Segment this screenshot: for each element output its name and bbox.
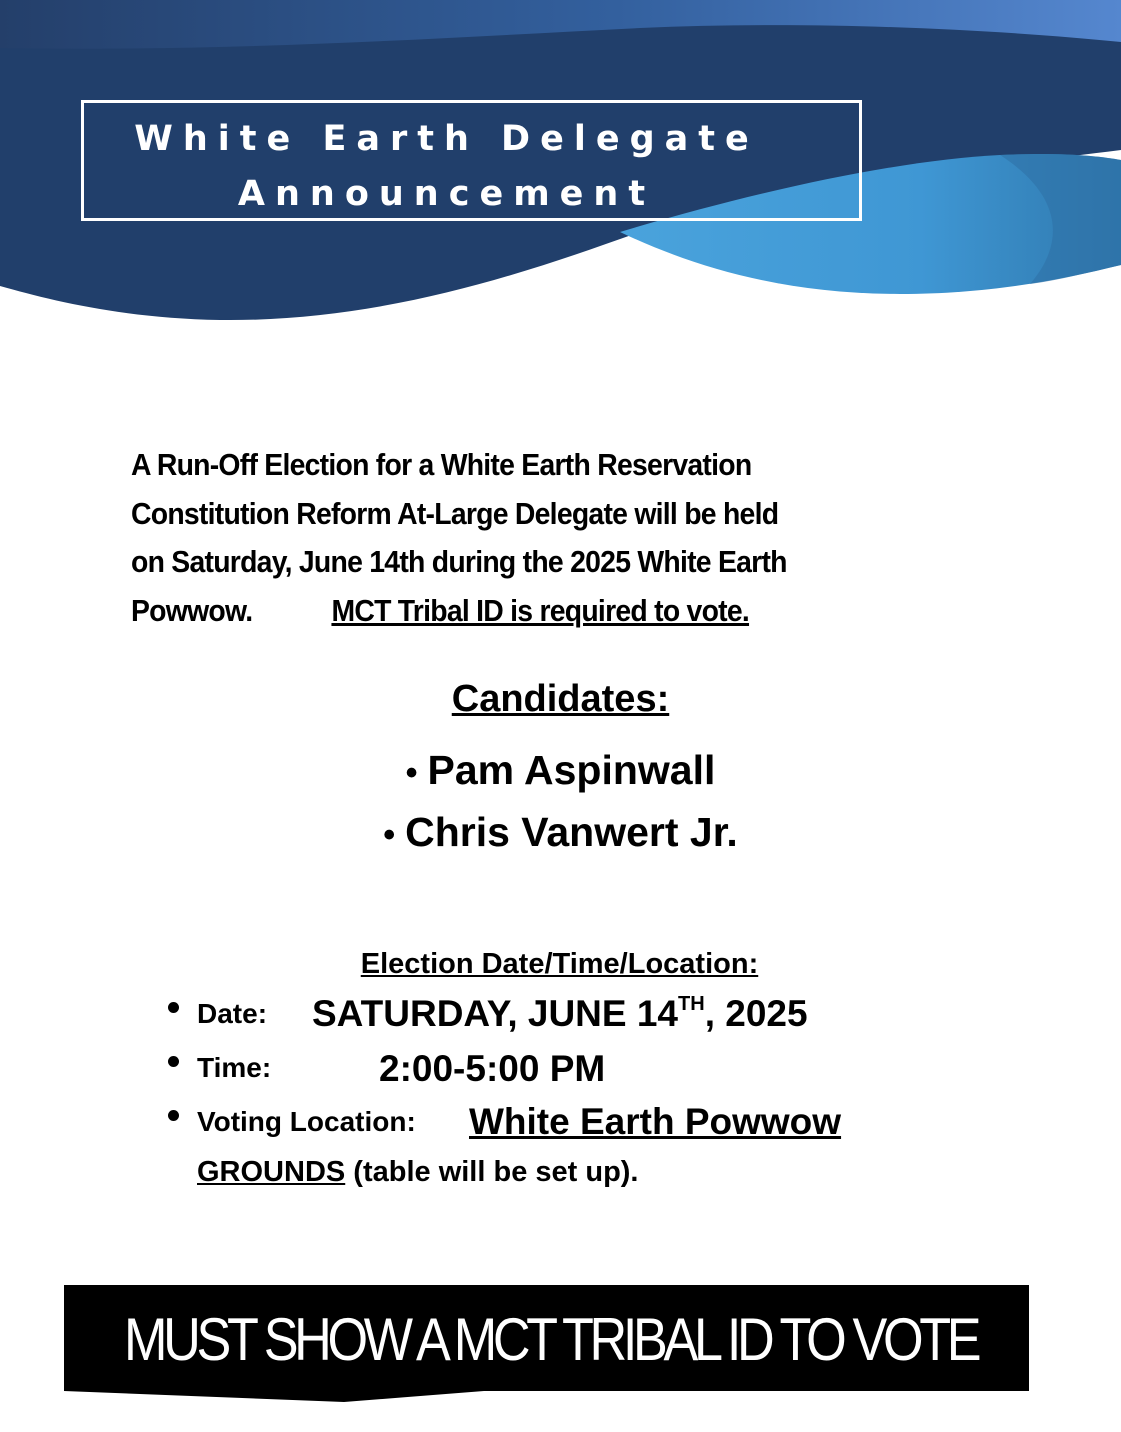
date-ordinal-suffix: TH — [678, 993, 705, 1015]
time-value: 2:00-5:00 PM — [379, 1048, 606, 1089]
title-line-2: Announcement — [237, 174, 656, 214]
bullet-icon — [168, 1110, 179, 1121]
intro-paragraph — [131, 441, 949, 635]
location-value: White Earth Powwow — [469, 1101, 842, 1142]
location-note: (table will be set up). — [345, 1156, 639, 1188]
candidate-item — [0, 801, 1121, 863]
intro-line-3: on Saturday, June 14th during the 2025 White Earth — [131, 545, 787, 579]
candidate-name: Pam Aspinwall — [427, 747, 716, 793]
title-line-1: White Earth Delegate — [134, 119, 759, 159]
location-detail — [197, 1154, 639, 1190]
bullet-icon — [168, 1056, 179, 1067]
election-details-heading — [0, 944, 1121, 984]
date-value — [312, 992, 808, 1036]
intro-line-1: A Run-Off Election for a White Earth Reservation — [131, 448, 752, 482]
title-box — [81, 100, 862, 221]
intro-line-2: Constitution Reform At-Large Delegate will be held — [131, 496, 779, 531]
banner-tab-shape — [64, 1388, 484, 1404]
candidates-heading-text: Candidates: — [451, 678, 670, 720]
bullet-icon: • — [405, 754, 418, 792]
location-label: Voting Location: — [197, 1106, 416, 1137]
id-required-notice: MCT Tribal ID is required to vote. — [331, 593, 750, 628]
bullet-icon: • — [383, 816, 396, 854]
date-label: Date: — [197, 998, 268, 1029]
candidate-list — [0, 739, 1121, 863]
intro-line-4: Powwow. — [131, 593, 253, 628]
date-year: , 2025 — [704, 993, 808, 1034]
date-value-main: SATURDAY, JUNE 14 — [312, 993, 679, 1034]
candidate-name: Chris Vanwert Jr. — [405, 809, 738, 855]
time-label: Time: — [197, 1052, 272, 1083]
election-details-heading-text: Election Date/Time/Location: — [360, 948, 759, 980]
candidates-heading — [0, 676, 1121, 722]
location-grounds: GROUNDS — [197, 1156, 346, 1188]
banner-text: MUST SHOW A MCT TRIBAL ID TO VOTE — [124, 1306, 978, 1373]
candidate-item — [0, 739, 1121, 801]
bullet-icon — [168, 1002, 179, 1013]
